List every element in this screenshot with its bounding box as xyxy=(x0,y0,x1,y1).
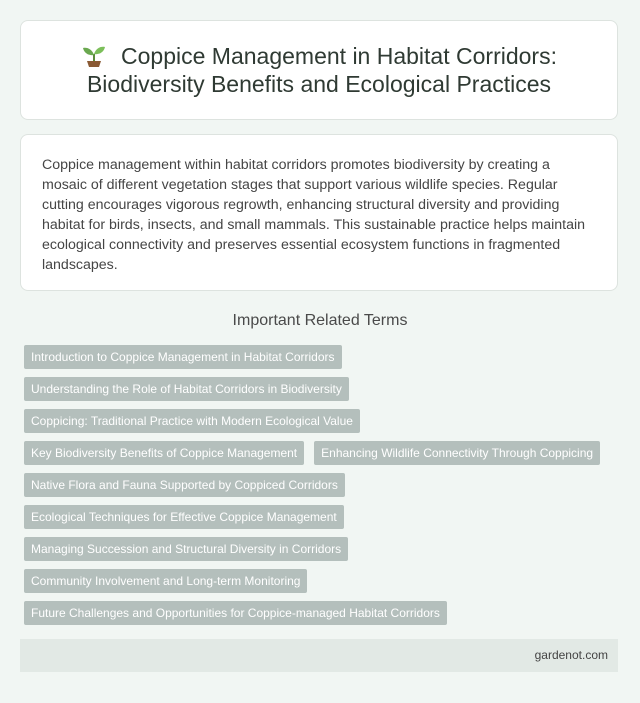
term-row xyxy=(24,409,624,433)
term-row xyxy=(24,505,624,529)
term-row xyxy=(24,441,624,465)
term-tag[interactable]: Coppicing: Traditional Practice with Modern Ecological Value xyxy=(24,409,360,433)
term-tag[interactable]: Key Biodiversity Benefits of Coppice Management xyxy=(24,441,304,465)
title-card xyxy=(20,20,618,120)
footer-site-link[interactable]: gardenot.com xyxy=(534,648,608,662)
term-tag[interactable]: Managing Succession and Structural Diversity in Corridors xyxy=(24,537,348,561)
sprout-icon xyxy=(81,43,107,67)
summary-card xyxy=(20,134,618,291)
related-terms-list xyxy=(24,345,624,633)
page-title-text: Coppice Management in Habitat Corridors: Biodiversity Benefits and Ecological Practices xyxy=(86,43,557,97)
term-row xyxy=(24,601,624,625)
term-tag[interactable]: Future Challenges and Opportunities for Coppice-managed Habitat Corridors xyxy=(24,601,447,625)
term-tag[interactable]: Understanding the Role of Habitat Corridors in Biodiversity xyxy=(24,377,349,401)
term-tag[interactable]: Ecological Techniques for Effective Coppice Management xyxy=(24,505,344,529)
term-row xyxy=(24,537,624,561)
term-row xyxy=(24,473,624,497)
term-tag[interactable]: Native Flora and Fauna Supported by Coppiced Corridors xyxy=(24,473,345,497)
term-row xyxy=(24,345,624,369)
term-tag[interactable]: Introduction to Coppice Management in Habitat Corridors xyxy=(24,345,342,369)
term-tag[interactable]: Enhancing Wildlife Connectivity Through Coppicing xyxy=(314,441,600,465)
page-title xyxy=(21,42,617,98)
term-row xyxy=(24,377,624,401)
term-row xyxy=(24,569,624,593)
summary-text: Coppice management within habitat corridors promotes biodiversity by creating a mosaic of different vegetation stages that support various wildlife species. Regular cutting encourages vigorous regrowth, enhancing structural diversity and providing habitat for birds, insects, and small mammals. This sustainable practice helps maintain ecological connectivity and preserves essential ecosystem functions in fragmented landscapes. xyxy=(42,157,586,273)
related-terms-heading: Important Related Terms xyxy=(232,312,408,329)
term-tag[interactable]: Community Involvement and Long-term Monitoring xyxy=(24,569,307,593)
footer xyxy=(20,639,618,672)
